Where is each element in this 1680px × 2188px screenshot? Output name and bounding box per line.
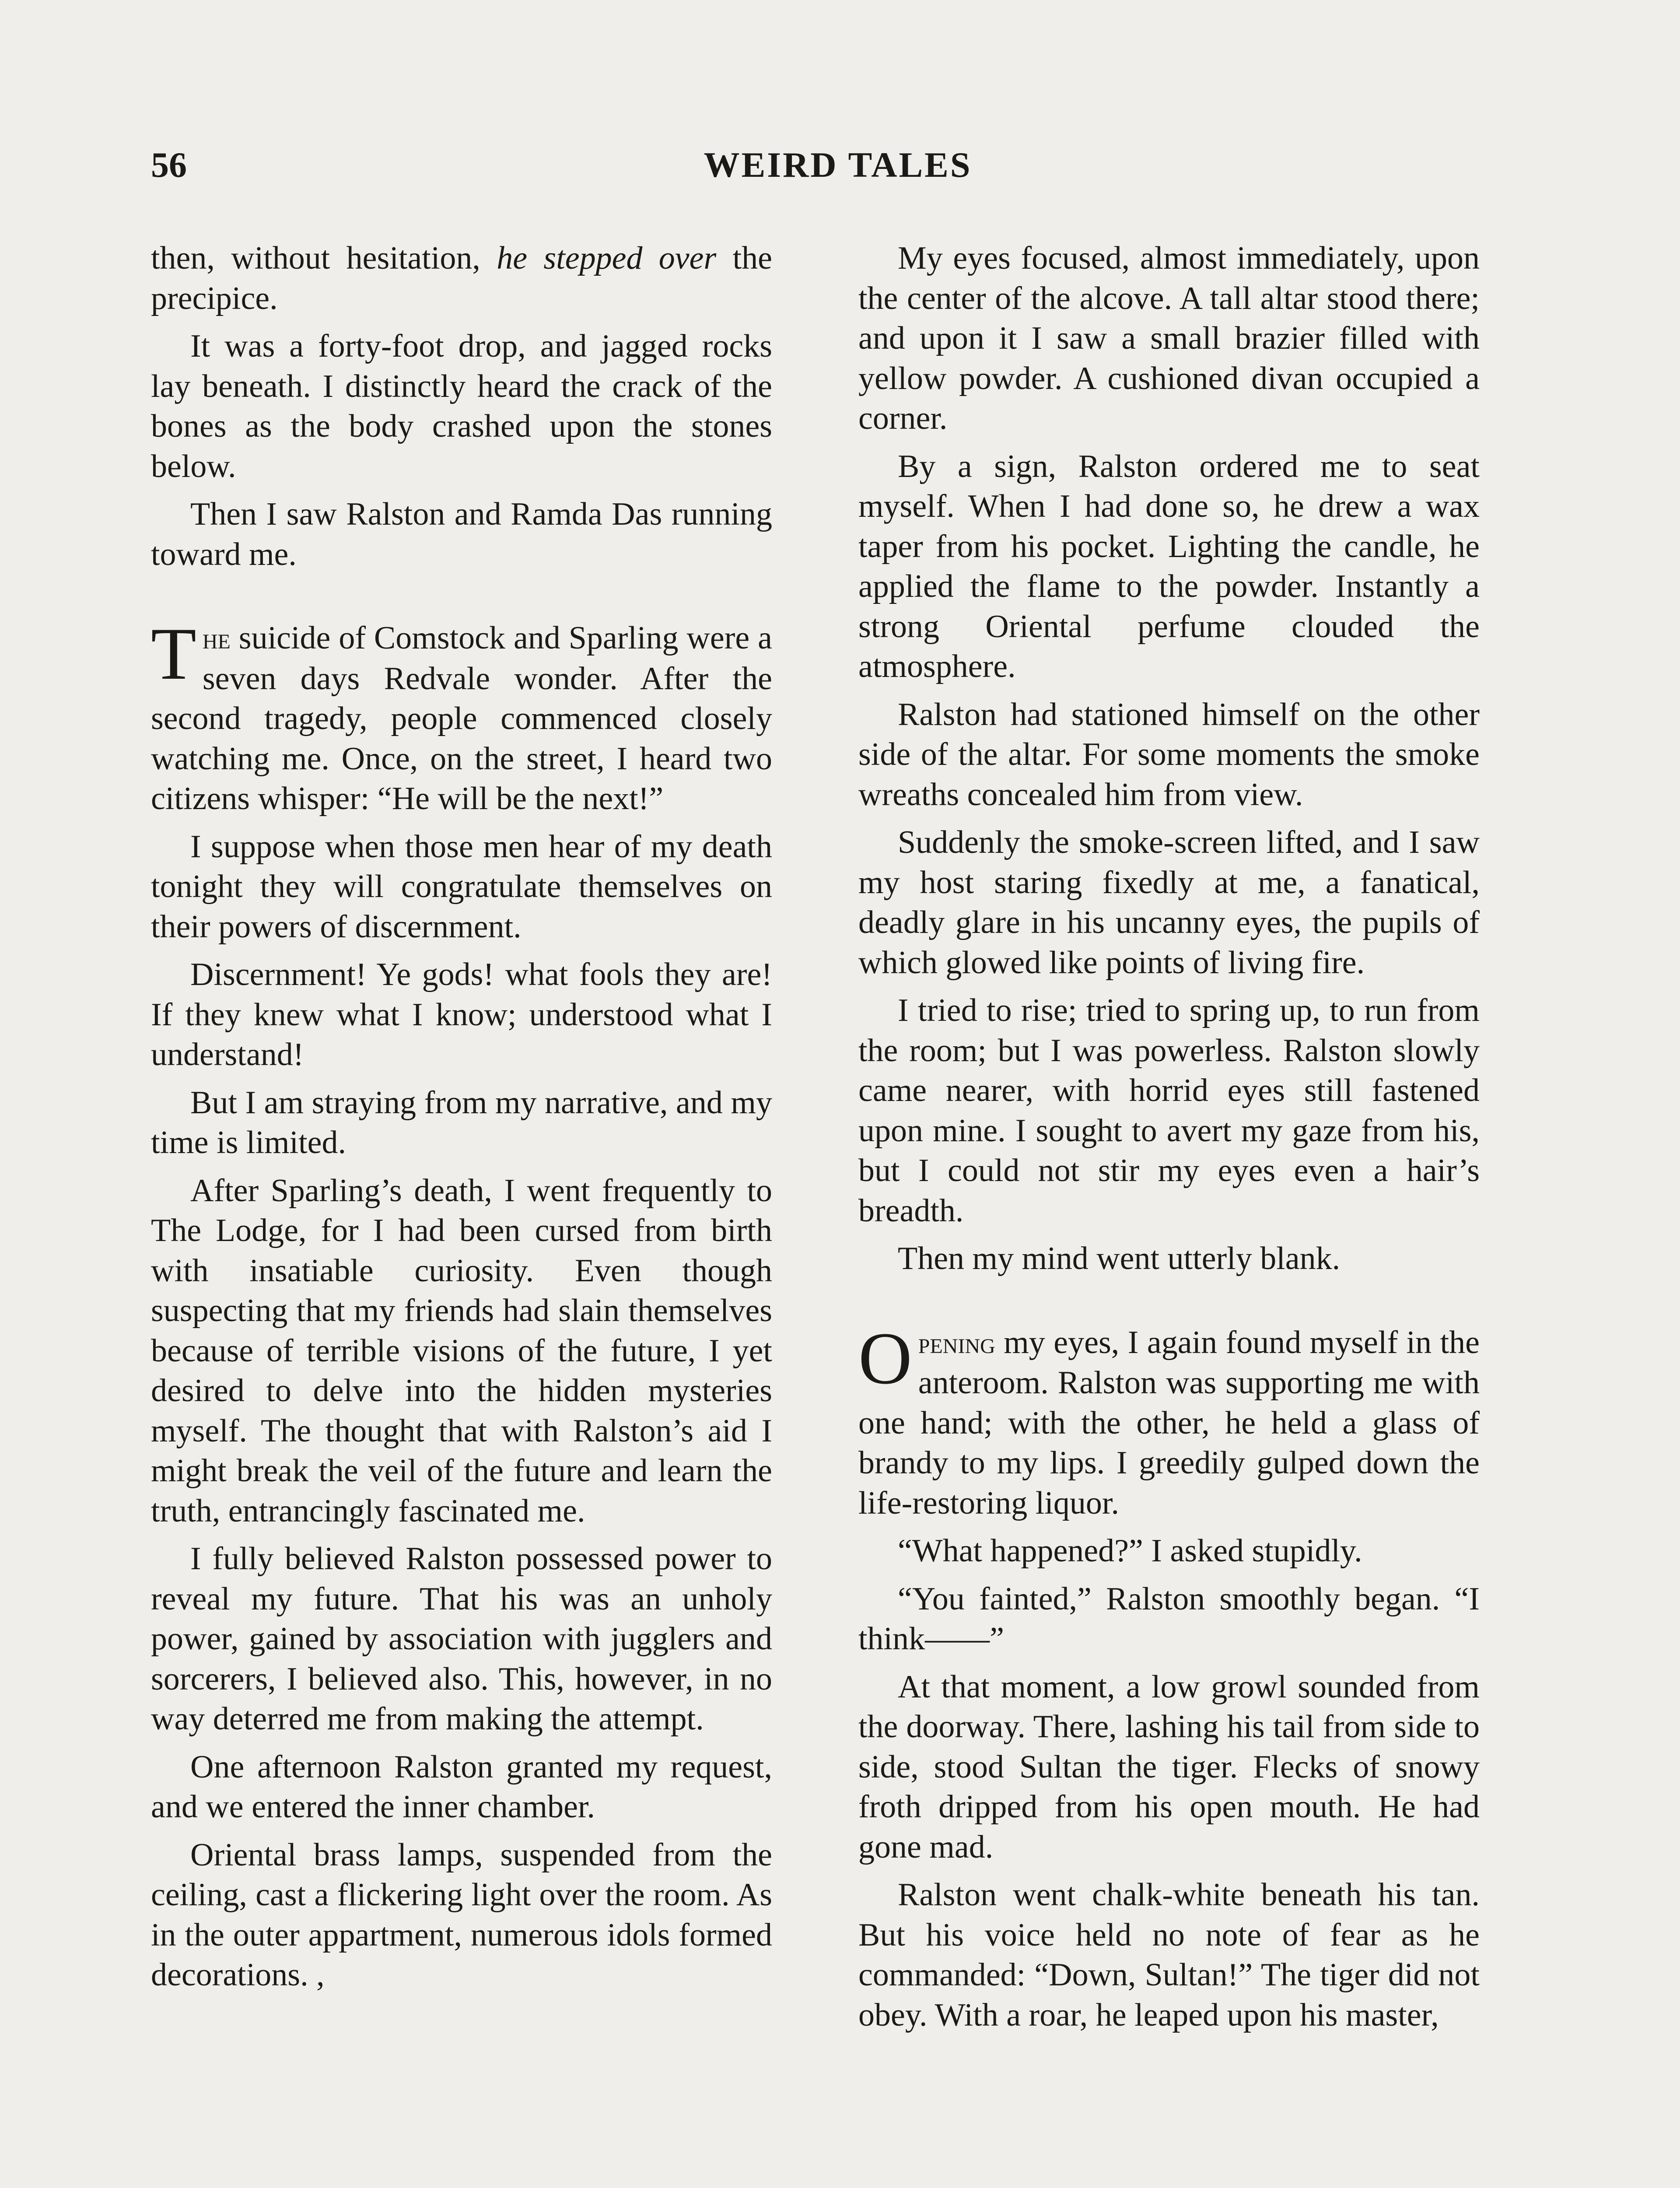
paragraph: Discernment! Ye gods! what fools they are! If they knew what I know; understood what I understand! xyxy=(151,957,772,1073)
paragraph: It was a forty-foot drop, and jagged rocks lay beneath. I distinctly heard the crack of the bones as the body crashed upon the stones below. xyxy=(151,328,772,484)
paragraph: I tried to rise; tried to spring up, to run from the room; but I was powerless. Ralston slowly came nearer, with horrid eyes still fastened upon mine. I sought to avert my gaze from his, but I could not stir my eyes even a hair’s breadth. xyxy=(858,992,1480,1229)
paragraph: I suppose when those men hear of my death tonight they will congratulate themselves on their powers of discernment. xyxy=(151,828,772,945)
right-column xyxy=(858,238,1480,2043)
paragraph: After Sparling’s death, I went frequently to The Lodge, for I had been cursed from birth with insatiable curiosity. Even though suspecting that my friends had slain themselves because of terrible visions of the future, I yet desired to delve into the hidden mysteries myself. The thought that with Ralston’s aid I might break the veil of the future and learn the truth, entrancingly fascinated me. xyxy=(151,1172,772,1529)
page-header xyxy=(151,144,1525,197)
running-head: WEIRD TALES xyxy=(704,145,972,185)
paragraph: “What happened?” I asked stupidly. xyxy=(898,1533,1362,1569)
paragraph: Then I saw Ralston and Ramda Das running toward me. xyxy=(151,496,772,572)
paragraph: Then my mind went utterly blank. xyxy=(898,1241,1340,1276)
drop-cap: T xyxy=(151,613,196,695)
paragraph: Ralston went chalk-white beneath his tan. But his voice held no note of fear as he commanded: “Down, Sultan!” The tiger did not obey. With a roar, he leaped upon his master, xyxy=(858,1877,1480,2033)
paragraph: Ralston had stationed himself on the other side of the altar. For some moments the smoke wreaths concealed him from view. xyxy=(858,696,1480,813)
drop-cap: O xyxy=(858,1317,912,1399)
paragraph: But I am straying from my narrative, and my time is limited. xyxy=(151,1084,772,1161)
paragraph: “You fainted,” Ralston smoothly began. “I think——” xyxy=(858,1581,1480,1657)
paragraph: At that moment, a low growl sounded from the doorway. There, lashing his tail from side to side, stood Sultan the tiger. Flecks of snowy froth dripped from his open mouth. He had gone mad. xyxy=(858,1669,1480,1865)
paragraph: My eyes focused, almost immediately, upon the center of the alcove. A tall altar stood there; and upon it I saw a small brazier filled with yellow powder. A cushioned divan occupied a corner. xyxy=(858,240,1480,436)
section-start-paragraph: The suicide of Comstock and Sparling were a seven days Redvale wonder. After the second tragedy, people commenced closely watching me. Once, on the street, I heard two citizens whisper: “He will be the next!” xyxy=(151,613,772,817)
left-column xyxy=(151,238,772,2003)
paragraph: Suddenly the smoke-screen lifted, and I saw my host staring fixedly at me, a fanatical, deadly glare in his uncanny eyes, the pupils of which glowed like points of living fire. xyxy=(858,824,1480,981)
small-caps-lead: he xyxy=(202,622,231,655)
italic-phrase: he stepped over xyxy=(497,240,717,276)
paragraph: One afternoon Ralston granted my request, and we entered the inner chamber. xyxy=(151,1749,772,1825)
section-start-paragraph: Opening my eyes, I again found myself in the anteroom. Ralston was supporting me with one hand; with the other, he held a glass of brandy to my lips. I greedily gulped down the life-restoring liquor. xyxy=(858,1317,1480,1521)
paragraph: then, without hesitation, he stepped over the precipice. xyxy=(151,240,772,316)
paragraph: Oriental brass lamps, suspended from the ceiling, cast a flickering light over the room. As in the outer appartment, numerous idols formed decorations. , xyxy=(151,1837,772,1993)
small-caps-lead: pening xyxy=(918,1326,995,1360)
paragraph: I fully believed Ralston possessed power to reveal my future. That his was an unholy power, gained by association with jugglers and sorcerers, I believed also. This, however, in no way deterred me from making the attempt. xyxy=(151,1541,772,1737)
page-number: 56 xyxy=(151,145,187,185)
paragraph: By a sign, Ralston ordered me to seat myself. When I had done so, he drew a wax taper from his pocket. Lighting the candle, he applied the flame to the powder. Instantly a strong Oriental perfume clouded the atmosphere. xyxy=(858,448,1480,684)
